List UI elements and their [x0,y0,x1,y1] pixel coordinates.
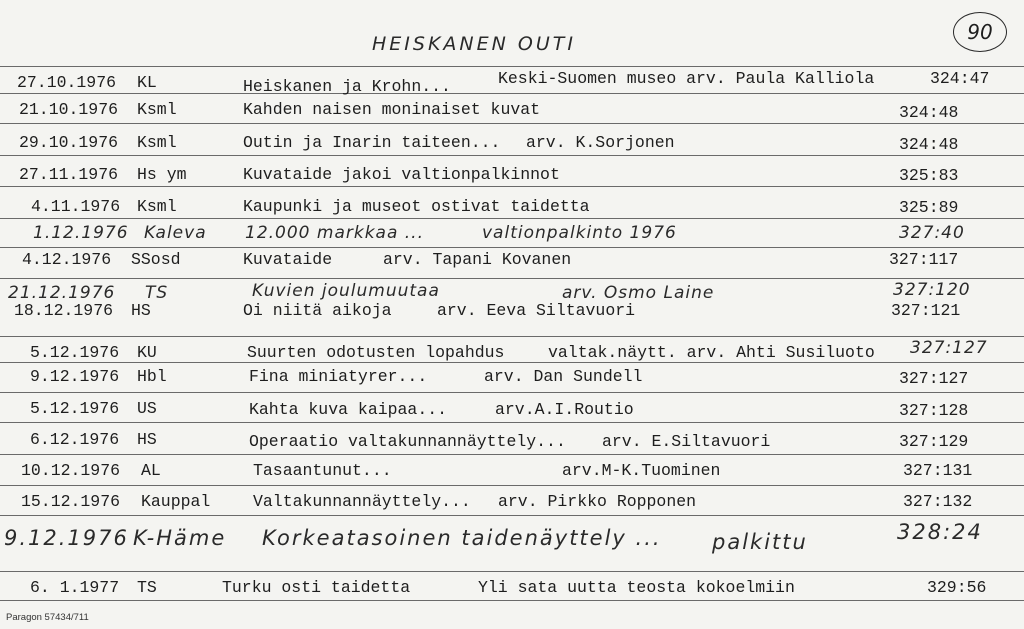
entry-source-handwritten: Kaleva [144,223,207,243]
entry-source: HS [137,430,157,449]
card-number: 90 [953,12,1007,52]
rule-line [0,454,1024,455]
entry-title: Kaupunki ja museot ostivat taidetta [243,197,590,216]
entry-ref-handwritten: 327:127 [910,338,988,358]
entry-date: 5.12.1976 [30,343,120,362]
entry-title: Kuvataide jakoi valtionpalkinnot [243,165,560,184]
entry-source-handwritten: K-Häme [133,526,227,550]
entry-note: Keski-Suomen museo arv. Paula Kalliola [498,69,875,88]
entry-note: arv. Pirkko Ropponen [498,492,697,511]
entry-ref: 327:117 [889,250,959,269]
entry-ref: 324:47 [930,69,990,88]
entry-ref-handwritten: 328:24 [897,520,983,544]
entry-ref: 327:131 [903,461,973,480]
entry-source: Ksml [137,133,177,152]
entry-note: arv. Eeva Siltavuori [437,301,636,320]
entry-source: Kauppal [141,492,211,511]
entry-source: KU [137,343,157,362]
card-footer: Paragon 57434/711 [6,612,89,623]
entry-title-handwritten: Korkeatasoinen taidenäyttely ... [262,526,662,550]
entry-source: US [137,399,157,418]
entry-ref: 324:48 [899,103,959,122]
entry-title: Turku osti taidetta [222,578,411,597]
entry-source: Ksml [137,100,177,119]
rule-line [0,336,1024,337]
entry-source: KL [137,73,157,92]
entry-note: arv.M-K.Tuominen [562,461,721,480]
entry-source: AL [141,461,161,480]
entry-date-handwritten: 21.12.1976 [8,283,116,303]
entry-title: Outin ja Inarin taiteen... [243,133,501,152]
entry-source: Hbl [137,367,167,386]
entry-title: Tasaantunut... [253,461,392,480]
entry-date: 4.12.1976 [22,250,112,269]
rule-line [0,422,1024,423]
entry-source: Hs ym [137,165,187,184]
entry-ref: 327:121 [891,301,961,320]
entry-note-handwritten: arv. Osmo Laine [562,283,715,303]
entry-date: 10.12.1976 [21,461,121,480]
entry-date: 6.12.1976 [30,430,120,449]
entry-title: Kuvataide [243,250,333,269]
entry-date: 9.12.1976 [30,367,120,386]
entry-date: 18.12.1976 [14,301,114,320]
card-title: HEISKANEN OUTI [372,33,576,55]
entry-note-handwritten: palkittu [712,530,808,554]
entry-ref: 325:89 [899,198,959,217]
entry-date-handwritten: 1.12.1976 [33,223,129,243]
entry-title: Valtakunnannäyttely... [253,492,471,511]
entry-note: arv. E.Siltavuori [602,432,771,451]
rule-line [0,186,1024,187]
entry-source: HS [131,301,151,320]
entry-title: Fina miniatyrer... [249,367,428,386]
entry-ref: 327:127 [899,369,969,388]
entry-note-handwritten: valtionpalkinto 1976 [482,223,677,243]
rule-line [0,66,1024,67]
entry-source: TS [137,578,157,597]
entry-ref: 327:132 [903,492,973,511]
entry-note: valtak.näytt. arv. Ahti Susiluoto [548,343,875,362]
rule-line [0,218,1024,219]
rule-line [0,392,1024,393]
entry-source: SSosd [131,250,181,269]
entry-title: Kahta kuva kaipaa... [249,400,448,419]
entry-title: Oi niitä aikoja [243,301,392,320]
rule-line [0,278,1024,279]
entry-ref-handwritten: 327:40 [899,223,965,243]
rule-line [0,485,1024,486]
rule-line [0,571,1024,572]
entry-ref: 327:129 [899,432,969,451]
entry-ref-handwritten: 327:120 [893,280,971,300]
entry-date: 5.12.1976 [30,399,120,418]
entry-date: 27.11.1976 [19,165,119,184]
rule-line [0,93,1024,94]
entry-title: Suurten odotusten lopahdus [247,343,505,362]
entry-note: arv. Dan Sundell [484,367,643,386]
entry-title: Heiskanen ja Krohn... [243,77,451,96]
entry-ref: 325:83 [899,166,959,185]
entry-date: 29.10.1976 [19,133,119,152]
entry-title: Operaatio valtakunnannäyttely... [249,432,566,451]
entry-date: 27.10.1976 [17,73,117,92]
entry-date: 4.11.1976 [31,197,121,216]
entry-source: Ksml [137,197,177,216]
rule-line [0,123,1024,124]
entry-note: arv. Tapani Kovanen [383,250,572,269]
entry-title-handwritten: 12.000 markkaa ... [245,223,424,243]
entry-note: arv. K.Sorjonen [526,133,675,152]
entry-date: 21.10.1976 [19,100,119,119]
entry-ref: 324:48 [899,135,959,154]
rule-line [0,247,1024,248]
entry-note: arv.A.I.Routio [495,400,634,419]
entry-date: 6. 1.1977 [30,578,120,597]
entry-note: Yli sata uutta teosta kokoelmiin [478,578,795,597]
entry-ref: 327:128 [899,401,969,420]
entry-source-handwritten: TS [145,283,169,303]
entry-title: Kahden naisen moninaiset kuvat [243,100,541,119]
entry-date-handwritten: 9.12.1976 [4,526,129,550]
entry-date: 15.12.1976 [21,492,121,511]
rule-line [0,600,1024,601]
rule-line [0,155,1024,156]
entry-title-handwritten: Kuvien joulumuutaa [252,281,440,301]
entry-ref: 329:56 [927,578,987,597]
rule-line [0,515,1024,516]
